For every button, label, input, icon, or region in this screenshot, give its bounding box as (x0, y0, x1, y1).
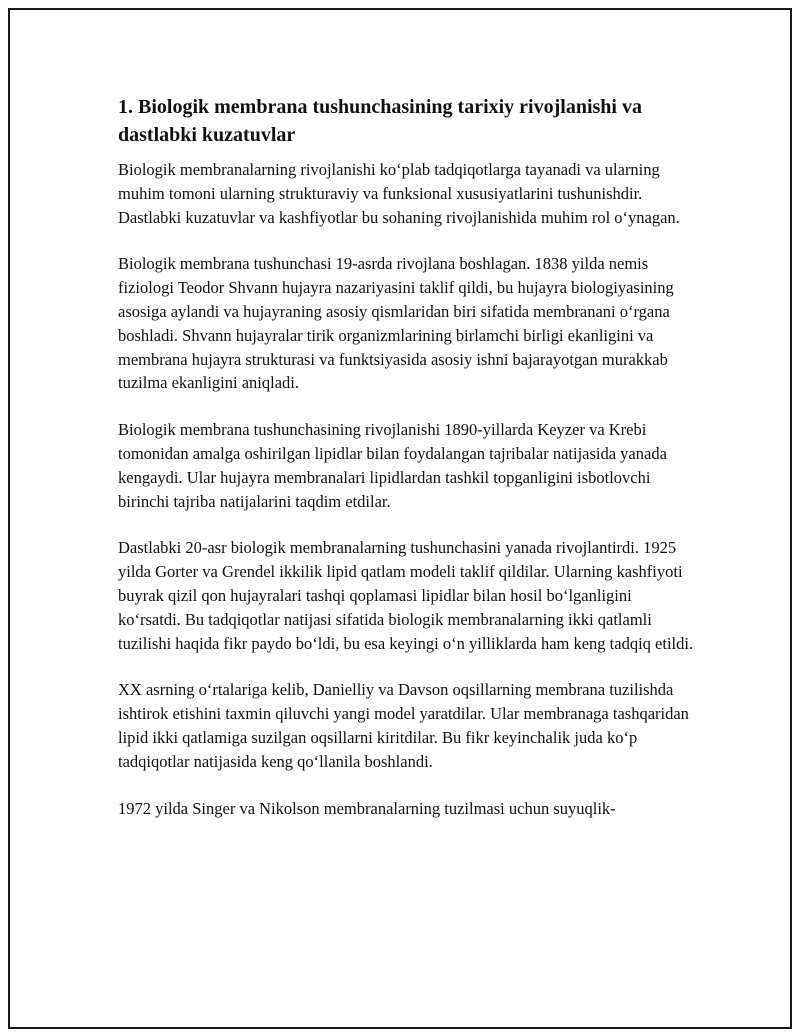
paragraph-5: XX asrning o‘rtalariga kelib, Danielliy va Davson oqsillarning membrana tuzilishda ishtirok etishini taxmin qiluvchi yangi model yaratdilar. Ular membranaga tashqaridan lipid ikki qatlamiga suzilgan oqsillarni kiritdilar. Bu fikr keyinchalik juda ko‘p tadqiqotlar natijasida keng qo‘llanila boshlandi. (118, 680, 689, 771)
paragraph-2: Biologik membrana tushunchasi 19-asrda rivojlana boshlagan. 1838 yilda nemis fiziologi Teodor Shvann hujayra nazariyasini taklif qildi, bu hujayra biologiyasining asosiga aylandi va hujayraning asosiy qismlaridan biri sifatida membranani o‘rgana boshladi. Shvann hujayralar tirik organizmlarining birlamchi birligi ekanligini va membrana hujayra strukturasi va funktsiyasida asosiy ishni bajarayotgan murakkab tuzilma ekanligini aniqladi. (118, 254, 674, 393)
section-heading: 1. Biologik membrana tushunchasining tarixiy rivojlanishi va dastlabki kuzatuvlar (118, 96, 642, 146)
document-body (118, 93, 698, 843)
paragraph-4: Dastlabki 20-asr biologik membranalarning tushunchasini yanada rivojlantirdi. 1925 yilda Gorter va Grendel ikkilik lipid qatlam modeli taklif qildilar. Ularning kashfiyoti buyrak qizil qon hujayralari tashqi qoplamasi lipidlar bilan hosil bo‘lganligini ko‘rsatdi. Bu tadqiqotlar natijasi sifatida biologik membranalarning ikki qatlamli tuzilishi haqida fikr paydo bo‘ldi, bu esa keyingi o‘n yilliklarda ham keng tadqiq etildi. (118, 538, 694, 653)
paragraph-3: Biologik membrana tushunchasining rivojlanishi 1890-yillarda Keyzer va Krebi tomonidan amalga oshirilgan lipidlar bilan foydalangan tajribalar natijasida yanada kengaydi. Ular hujayra membranalari lipidlardan tashkil topganligini isbotlovchi birinchi tajriba natijalarini taqdim etdilar. (118, 420, 667, 511)
paragraph-1: Biologik membranalarning rivojlanishi ko‘plab tadqiqotlarga tayanadi va ularning muhim tomoni ularning strukturaviy va funksional xususiyatlarini tushunishdir. Dastlabki kuzatuvlar va kashfiyotlar bu sohaning rivojlanishida muhim rol o‘ynagan. (118, 160, 680, 227)
paragraph-6: 1972 yilda Singer va Nikolson membranalarning tuzilmasi uchun suyuqlik- (118, 798, 616, 818)
